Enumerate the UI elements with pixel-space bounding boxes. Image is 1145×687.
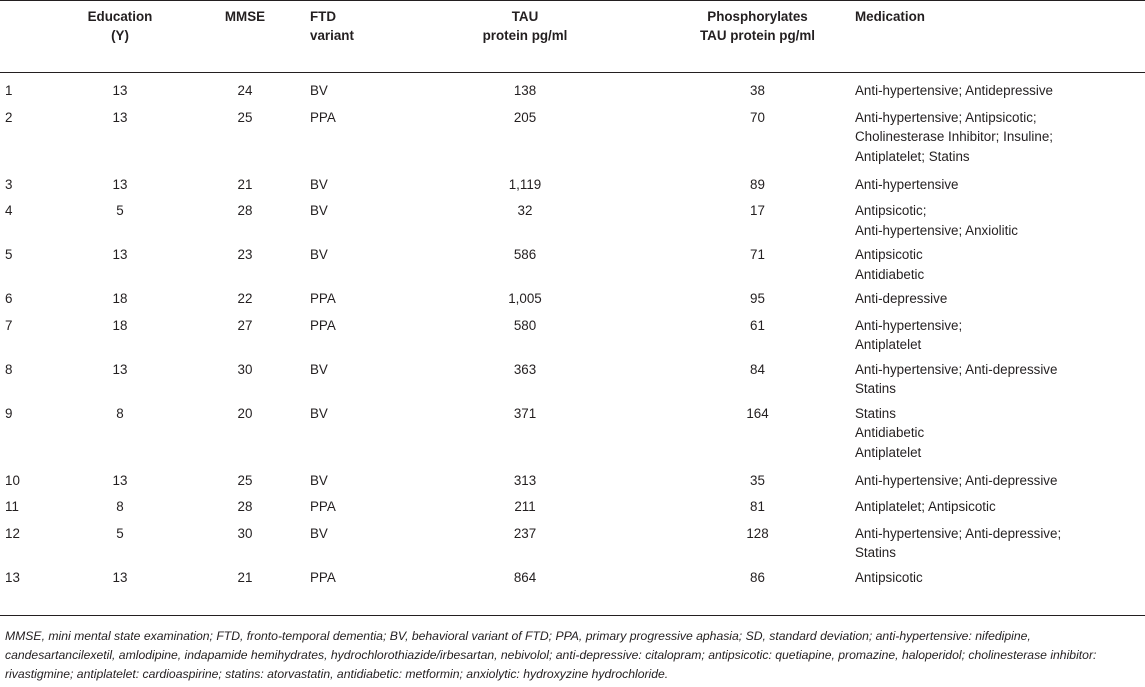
cell-medication [855,311,1145,355]
cell-tau: 138 [513,83,537,98]
cell-id: 10 [5,472,20,488]
cell-tau: 1,005 [508,291,542,306]
medication-line: Cholinesterase Inhibitor; Insuline; [855,129,1053,144]
cell-phospho-tau: 17 [750,203,765,218]
cell-medication [855,284,1145,311]
table-row [0,311,1145,355]
cell-tau: 237 [513,525,537,541]
cell-mmse: 21 [237,569,253,585]
cell-tau: 586 [513,247,537,262]
table-row [0,466,1145,493]
header-id [0,0,60,76]
cell-education: 5 [116,203,124,218]
medication-line: Antiplatelet [855,444,922,460]
table-row [0,196,1145,240]
cell-ftd-variant: BV [310,472,328,488]
cell-tau: 32 [517,203,533,218]
medication-line: Antiplatelet [855,337,922,352]
cell-id: 2 [5,109,13,125]
cell-medication [855,170,1145,197]
table-footnote: MMSE, mini mental state examination; FTD, fronto-temporal dementia; BV, behavioral variant of FTD; PPA, primary progressive aphasia; SD, standard deviation; anti-hypertensive: nifedipine, candesartancilexetil, amlodipine, indapamide hemihydrates, hydrochlorothiazide/irbesartan, nebivolol; anti-depressive: citalopram; antipsicotic: quetiapine, promazine, haloperidol; cholinesterase inhibitor: rivastigmine; antiplatelet: cardioaspirine; statins: atorvastatin, antidiabetic: metformin; anxiolytic: hydroxyzine hydrochloride. [5,629,1097,681]
cell-ftd-variant: PPA [310,109,336,125]
table-row [0,519,1145,563]
bottom-rule [0,615,1145,616]
cell-id: 5 [5,247,13,262]
cell-ftd-variant: BV [310,525,328,541]
cell-tau: 1,119 [508,176,542,192]
cell-id: 9 [5,405,13,421]
medication-line: Anti-hypertensive; Anti-depressive [855,472,1058,488]
cell-mmse: 28 [237,499,253,514]
cell-mmse: 21 [237,176,253,192]
medication-line: Antipsicotic; [855,203,927,218]
cell-phospho-tau: 61 [750,317,765,333]
cell-education: 8 [116,499,124,514]
table-row [0,563,1145,590]
cell-tau: 211 [514,499,536,514]
cell-education: 5 [116,525,124,541]
cell-medication [855,240,1145,284]
cell-ftd-variant: PPA [310,499,336,514]
cell-education: 13 [112,569,128,585]
header-tau: TAU protein pg/ml [482,9,568,43]
cell-ftd-variant: PPA [310,569,336,585]
medication-line: Antiplatelet; Antipsicotic [855,499,996,514]
cell-education: 13 [112,109,128,125]
cell-id: 8 [5,361,13,377]
cell-education: 13 [112,472,128,488]
medication-line: Anti-hypertensive; Antidepressive [855,83,1053,98]
medication-line: Anti-hypertensive; Anti-depressive [855,361,1058,377]
cell-tau: 864 [513,569,537,585]
cell-mmse: 22 [237,291,253,306]
table-row [0,399,1145,466]
cell-medication [855,519,1145,563]
medication-line: Antidiabetic [855,266,925,282]
cell-phospho-tau: 164 [746,405,769,421]
cell-phospho-tau: 128 [746,525,769,541]
cell-ftd-variant: BV [310,203,328,218]
cell-id: 11 [5,499,19,514]
cell-phospho-tau: 70 [750,109,765,125]
medication-line: Anti-depressive [855,291,948,306]
cell-medication [855,466,1145,493]
cell-mmse: 30 [237,361,253,377]
cell-phospho-tau: 95 [750,291,765,306]
cell-medication [855,563,1145,590]
cell-phospho-tau: 86 [750,569,765,585]
cell-tau: 313 [513,472,537,488]
header-medication: Medication [855,9,925,24]
table-row [0,76,1145,103]
table-row [0,355,1145,399]
cell-id: 7 [5,317,13,333]
cell-education: 18 [112,317,128,333]
cell-phospho-tau: 84 [750,361,765,377]
header-phospho-tau: Phosphorylates TAU protein pg/ml [699,9,816,43]
header-ftd-variant: FTD variant [310,9,354,43]
cell-education: 18 [112,291,128,306]
cell-phospho-tau: 89 [750,176,765,192]
table-row [0,170,1145,197]
medication-line: Statins [855,381,896,396]
cell-tau: 371 [513,405,537,421]
cell-ftd-variant: PPA [310,291,336,306]
cell-id: 13 [5,569,20,585]
cell-education: 13 [112,247,128,262]
table-row [0,103,1145,170]
cell-ftd-variant: BV [310,247,328,262]
medication-line: Anti-hypertensive; Anxiolitic [855,222,1018,238]
medication-line: Statins [855,405,896,421]
cell-ftd-variant: BV [310,83,328,98]
cell-mmse: 30 [237,525,253,541]
medication-line: Antipsicotic [855,569,923,585]
medication-line: Anti-hypertensive; [855,317,963,333]
medication-line: Anti-hypertensive [855,176,959,192]
cell-phospho-tau: 35 [750,472,765,488]
cell-ftd-variant: BV [310,361,328,377]
medication-line: Antidiabetic [855,425,925,440]
cell-education: 13 [112,176,128,192]
cell-education: 13 [112,83,128,98]
cell-medication [855,196,1145,240]
medication-line: Antiplatelet; Statins [855,148,970,164]
cell-medication [855,399,1145,466]
cell-phospho-tau: 71 [750,247,765,262]
cell-education: 8 [116,405,124,421]
cell-medication [855,76,1145,103]
cell-mmse: 24 [237,83,253,98]
cell-id: 3 [5,176,13,192]
table-row [0,492,1145,519]
cell-education: 13 [112,361,128,377]
header-row [0,0,1145,76]
cell-mmse: 25 [237,109,253,125]
cell-id: 4 [5,203,13,218]
cell-tau: 580 [513,317,537,333]
header-mmse: MMSE [224,9,266,24]
medication-line: Antipsicotic [855,247,923,262]
cell-mmse: 27 [237,317,253,333]
cell-id: 6 [5,291,13,306]
cell-tau: 205 [513,109,537,125]
cell-id: 1 [5,83,13,98]
cell-medication [855,355,1145,399]
cell-tau: 363 [513,361,537,377]
cell-id: 12 [5,525,20,541]
cell-phospho-tau: 81 [750,499,765,514]
table-body [0,76,1145,589]
cell-ftd-variant: BV [310,176,328,192]
cell-mmse: 25 [237,472,253,488]
cell-ftd-variant: BV [310,405,328,421]
cell-medication [855,492,1145,519]
cell-medication [855,103,1145,170]
cell-phospho-tau: 38 [750,83,765,98]
table-row [0,284,1145,311]
cell-ftd-variant: PPA [310,317,336,333]
medication-line: Anti-hypertensive; Antipsicotic; [855,109,1037,125]
cell-mmse: 28 [237,203,253,218]
header-education: Education (Y) [87,9,153,43]
medication-line: Statins [855,545,896,560]
table-row [0,240,1145,284]
cell-mmse: 23 [237,247,253,262]
cell-mmse: 20 [237,405,253,421]
medication-line: Anti-hypertensive; Anti-depressive; [855,525,1062,541]
